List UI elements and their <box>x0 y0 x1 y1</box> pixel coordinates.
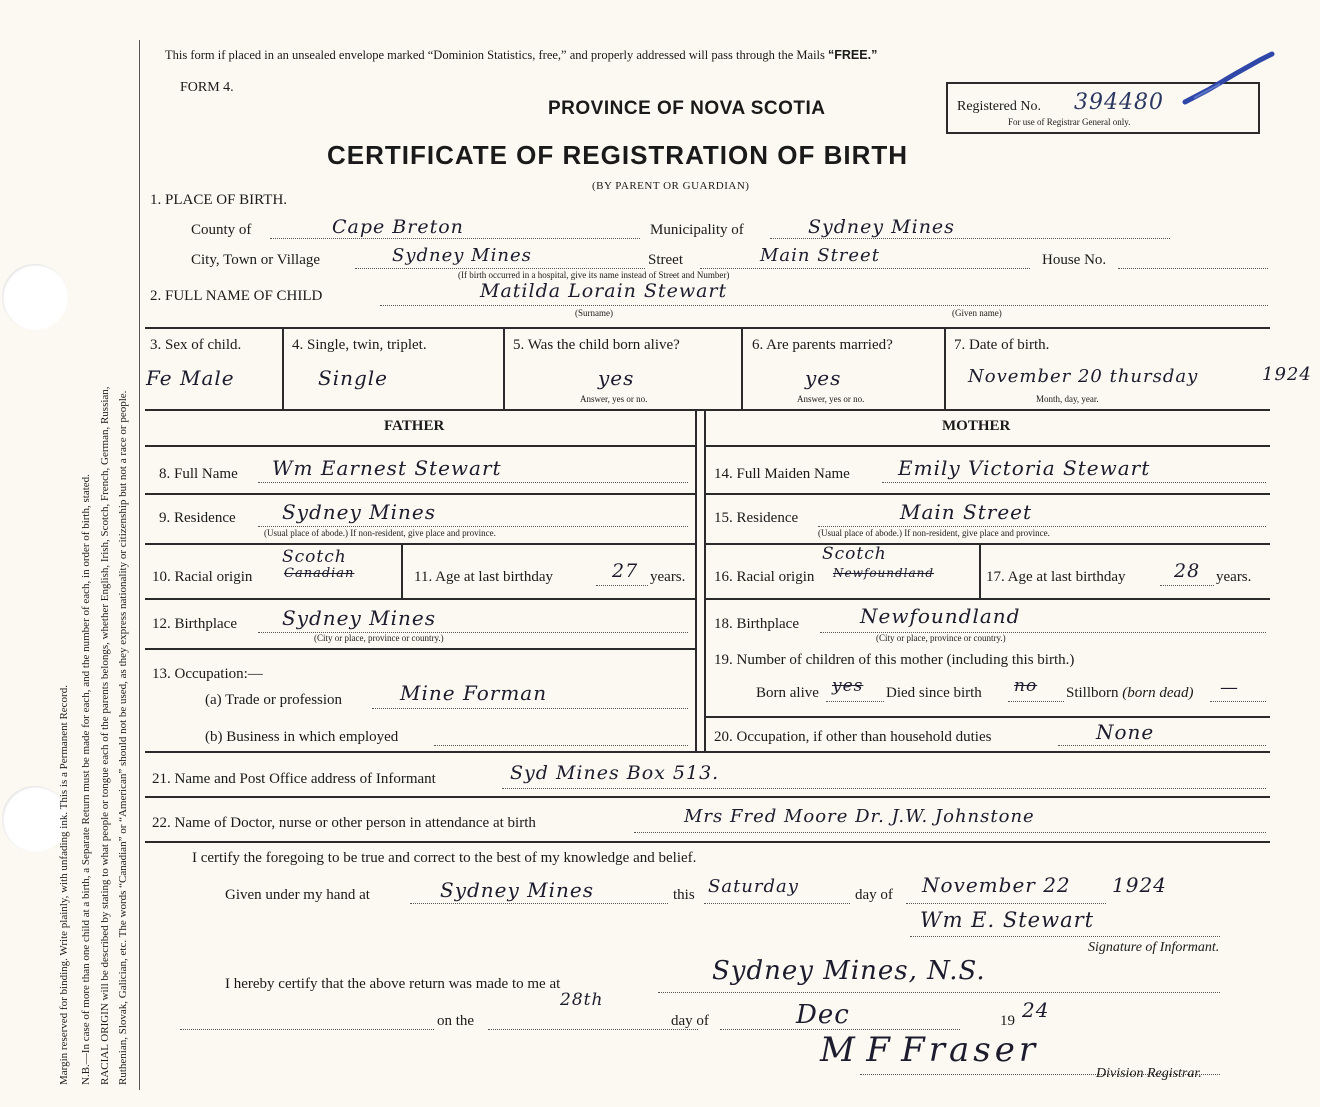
county-value: Cape Breton <box>332 216 464 238</box>
father-birthplace-label: 12. Birthplace <box>152 616 237 632</box>
rule-father-heading <box>145 445 695 447</box>
city-label: City, Town or Village <box>191 252 321 268</box>
column-divider-left <box>695 409 697 751</box>
box-divider-3 <box>741 327 743 409</box>
year2-value: 24 <box>1022 998 1050 1022</box>
mother-racial-label: 16. Racial origin <box>714 569 815 585</box>
father-residence-value: Sydney Mines <box>282 500 437 524</box>
rule-father-3 <box>145 598 695 600</box>
hospital-note: (If birth occurred in a hospital, give its name instead of Street and Number) <box>458 270 730 280</box>
mother-residence-label: 15. Residence <box>714 510 799 526</box>
registrar-note: For use of Registrar General only. <box>1008 117 1131 127</box>
house-line <box>1118 268 1268 269</box>
father-residence-line <box>258 526 688 527</box>
rule-father-4 <box>145 648 695 650</box>
margin-note-multiple-births: N.B.—In case of more than one child at a birth, a Separate Return must be made for each, and the number of each, in order of birth, stated. <box>80 474 92 1085</box>
plurality-label: 4. Single, twin, triplet. <box>292 337 427 353</box>
father-residence-note: (Usual place of abode.) If non-resident, give place and province. <box>264 528 496 538</box>
rule-above-attendant <box>145 796 1270 798</box>
day-of-value: November 22 <box>922 873 1071 897</box>
registered-label: Registered No. <box>957 99 1041 114</box>
pen-mark <box>1180 50 1280 110</box>
signature-label: Signature of Informant. <box>1088 940 1220 955</box>
sex-value: Fe Male <box>146 366 235 390</box>
father-age-line <box>596 585 648 586</box>
father-residence-label: 9. Residence <box>159 510 236 526</box>
county-label: County of <box>191 222 252 238</box>
given-under-place: Sydney Mines <box>440 878 595 902</box>
mother-residence-value: Main Street <box>900 500 1033 524</box>
informant-line <box>502 788 1266 789</box>
father-name-value: Wm Earnest Stewart <box>272 456 502 480</box>
rule-top-boxes <box>145 327 1270 329</box>
born-alive-count-value: yes <box>832 676 864 696</box>
form-number: FORM 4. <box>180 80 234 95</box>
dob-label: 7. Date of birth. <box>954 337 1050 353</box>
margin-rule <box>139 40 140 1090</box>
plurality-value: Single <box>318 366 389 390</box>
attendant-line <box>634 832 1266 833</box>
father-racial-struck: Canadian <box>284 566 355 581</box>
rule-father-1 <box>145 493 695 495</box>
place-heading: 1. PLACE OF BIRTH. <box>150 192 288 208</box>
box-divider-1 <box>282 327 284 409</box>
born-alive-count-line <box>826 701 884 702</box>
rule-father-2 <box>145 543 695 545</box>
sex-label: 3. Sex of child. <box>150 337 242 353</box>
box-divider-4 <box>944 327 946 409</box>
mother-name-label: 14. Full Maiden Name <box>714 466 850 482</box>
mother-age-unit: years. <box>1216 569 1252 585</box>
mother-birthplace-value: Newfoundland <box>860 604 1021 628</box>
registrar-place-value: Sydney Mines, N.S. <box>712 956 986 986</box>
mother-residence-note: (Usual place of abode.) If non-resident, give place and province. <box>818 528 1050 538</box>
mother-occupation-label: 20. Occupation, if other than household duties <box>714 729 992 745</box>
born-alive-value: yes <box>598 366 635 390</box>
rule-mother-4 <box>706 716 1270 718</box>
father-birthplace-value: Sydney Mines <box>282 606 437 630</box>
parents-married-value: yes <box>805 366 842 390</box>
street-value: Main Street <box>760 245 880 266</box>
rule-above-informant <box>145 751 1270 753</box>
rule-mother-3 <box>706 598 1270 600</box>
dob-year: 1924 <box>1262 364 1312 385</box>
born-alive-count-label: Born alive <box>756 685 819 701</box>
child-name-line <box>380 305 1268 306</box>
father-name-line <box>258 482 688 483</box>
division-registrar-label: Division Registrar. <box>1096 1066 1202 1081</box>
margin-note-racial-origin-2: Ruthenian, Slovak, Galician, etc. The words “Canadian” or “American” should not be used, as they express nationality or citizenship but not a race or people. <box>117 390 129 1085</box>
mother-racial-divider <box>979 543 981 598</box>
rule-mother-heading <box>706 445 1270 447</box>
died-since-birth-line <box>1008 701 1064 702</box>
stillborn-line <box>1210 701 1266 702</box>
column-divider-right <box>704 409 706 751</box>
given-under-label: Given under my hand at <box>225 887 370 903</box>
stillborn-label <box>1066 685 1194 702</box>
born-alive-label: 5. Was the child born alive? <box>513 337 680 353</box>
given-under-line <box>410 903 668 904</box>
this-line <box>704 903 850 904</box>
mother-name-value: Emily Victoria Stewart <box>898 456 1151 480</box>
on-the-value-line <box>488 1029 698 1030</box>
father-name-label: 8. Full Name <box>159 466 238 482</box>
registrar-place-line <box>658 992 1220 993</box>
this-label: this <box>673 887 695 903</box>
mother-name-line <box>882 482 1266 483</box>
house-label: House No. <box>1042 252 1107 268</box>
rule-above-certify <box>145 841 1270 843</box>
died-since-birth-label: Died since birth <box>886 685 982 701</box>
registered-number: 394480 <box>1074 90 1164 115</box>
registrar-signature: M F Fraser <box>820 1030 1040 1070</box>
informant-value: Syd Mines Box 513. <box>510 762 720 784</box>
informant-signature: Wm E. Stewart <box>920 908 1095 932</box>
given-name-note: (Given name) <box>952 308 1002 318</box>
father-racial-divider <box>401 543 403 598</box>
municipality-value: Sydney Mines <box>808 216 955 238</box>
mother-birthplace-label: 18. Birthplace <box>714 616 799 632</box>
father-trade-value: Mine Forman <box>400 681 548 705</box>
on-the-line <box>180 1029 434 1030</box>
mother-racial-struck: Newfoundland <box>833 566 935 580</box>
father-trade-line <box>372 708 688 709</box>
mother-heading: MOTHER <box>942 418 1011 434</box>
on-the-value: 28th <box>560 990 604 1010</box>
certificate-title: CERTIFICATE OF REGISTRATION OF BIRTH <box>327 140 909 170</box>
mother-occupation-value: None <box>1096 720 1155 744</box>
margin-note-racial-origin-1: RACIAL ORIGIN will be described by stating to what people or tongue each of the parents belongs, whether English, Irish, Scotch, French, German, Russian, <box>99 386 111 1085</box>
attendant-label: 22. Name of Doctor, nurse or other person in attendance at birth <box>152 815 536 831</box>
dob-note: Month, day, year. <box>1036 394 1099 404</box>
certify-year-value: 1924 <box>1112 873 1167 897</box>
certificate-subtitle: (BY PARENT OR GUARDIAN) <box>592 180 750 192</box>
attendant-value: Mrs Fred Moore Dr. J.W. Johnstone <box>684 806 1035 827</box>
city-value: Sydney Mines <box>392 245 532 266</box>
child-name-value: Matilda Lorain Stewart <box>480 280 728 302</box>
father-business-line <box>434 745 688 746</box>
born-alive-note: Answer, yes or no. <box>580 394 648 404</box>
children-count-label: 19. Number of children of this mother (including this birth.) <box>714 652 1075 668</box>
stillborn-value: — <box>1220 677 1239 698</box>
mother-occupation-line <box>1058 745 1266 746</box>
mother-age-value: 28 <box>1174 560 1201 582</box>
signature-line <box>910 936 1220 937</box>
mother-age-label: 17. Age at last birthday <box>986 569 1126 585</box>
on-the-label: on the <box>437 1013 475 1029</box>
parents-married-note: Answer, yes or no. <box>797 394 865 404</box>
dob-value: November 20 thursday <box>968 366 1199 387</box>
child-name-label: 2. FULL NAME OF CHILD <box>150 288 323 304</box>
father-occupation-label: 13. Occupation:— <box>152 666 263 682</box>
father-heading: FATHER <box>384 418 445 434</box>
mother-birthplace-note: (City or place, province or country.) <box>876 633 1006 643</box>
died-since-birth-value: no <box>1014 676 1038 696</box>
province-heading: PROVINCE OF NOVA SCOTIA <box>548 98 826 119</box>
rule-mother-1 <box>706 493 1270 495</box>
stillborn-note: (born dead) <box>1122 685 1194 701</box>
day-of-label: day of <box>855 887 893 903</box>
punch-hole-top <box>2 264 68 330</box>
mother-residence-line <box>818 526 1266 527</box>
surname-note: (Surname) <box>575 308 613 318</box>
municipality-line <box>770 238 1170 239</box>
parents-married-label: 6. Are parents married? <box>752 337 893 353</box>
box-divider-2 <box>503 327 505 409</box>
day-of2-value: Dec <box>796 1000 850 1030</box>
mother-age-line <box>1160 585 1214 586</box>
father-racial-value: Scotch <box>282 547 347 567</box>
day-of-line <box>906 903 1106 904</box>
street-line <box>700 268 1030 269</box>
registrar-statement: I hereby certify that the above return was made to me at <box>225 976 561 992</box>
county-line <box>270 238 640 239</box>
city-line <box>355 268 645 269</box>
father-birthplace-note: (City or place, province or country.) <box>314 633 444 643</box>
mother-racial-value: Scotch <box>822 544 887 564</box>
certify-statement: I certify the foregoing to be true and correct to the best of my knowledge and belief. <box>192 850 697 866</box>
stillborn-label-text: Stillborn <box>1066 685 1119 701</box>
margin-note-binding: Margin reserved for binding. Write plainly, with unfading ink. This is a Permanent Record. <box>58 685 70 1085</box>
rule-under-boxes <box>145 409 1270 411</box>
this-value: Saturday <box>708 876 799 897</box>
father-business-label: (b) Business in which employed <box>205 729 399 745</box>
year2-prefix: 19 <box>1000 1013 1015 1029</box>
father-age-value: 27 <box>612 560 639 582</box>
father-trade-label: (a) Trade or profession <box>205 692 343 708</box>
father-racial-label: 10. Racial origin <box>152 569 253 585</box>
father-age-unit: years. <box>650 569 686 585</box>
mail-note: This form if placed in an unsealed envelope marked “Dominion Statistics, free,” and properly addressed will pass through the Mails “FREE.” <box>165 48 878 62</box>
rule-mother-2 <box>706 543 1270 545</box>
municipality-label: Municipality of <box>650 222 744 238</box>
informant-label: 21. Name and Post Office address of Informant <box>152 771 436 787</box>
day-of2-label: day of <box>671 1013 709 1029</box>
father-age-label: 11. Age at last birthday <box>414 569 553 585</box>
street-label: Street <box>648 252 683 268</box>
